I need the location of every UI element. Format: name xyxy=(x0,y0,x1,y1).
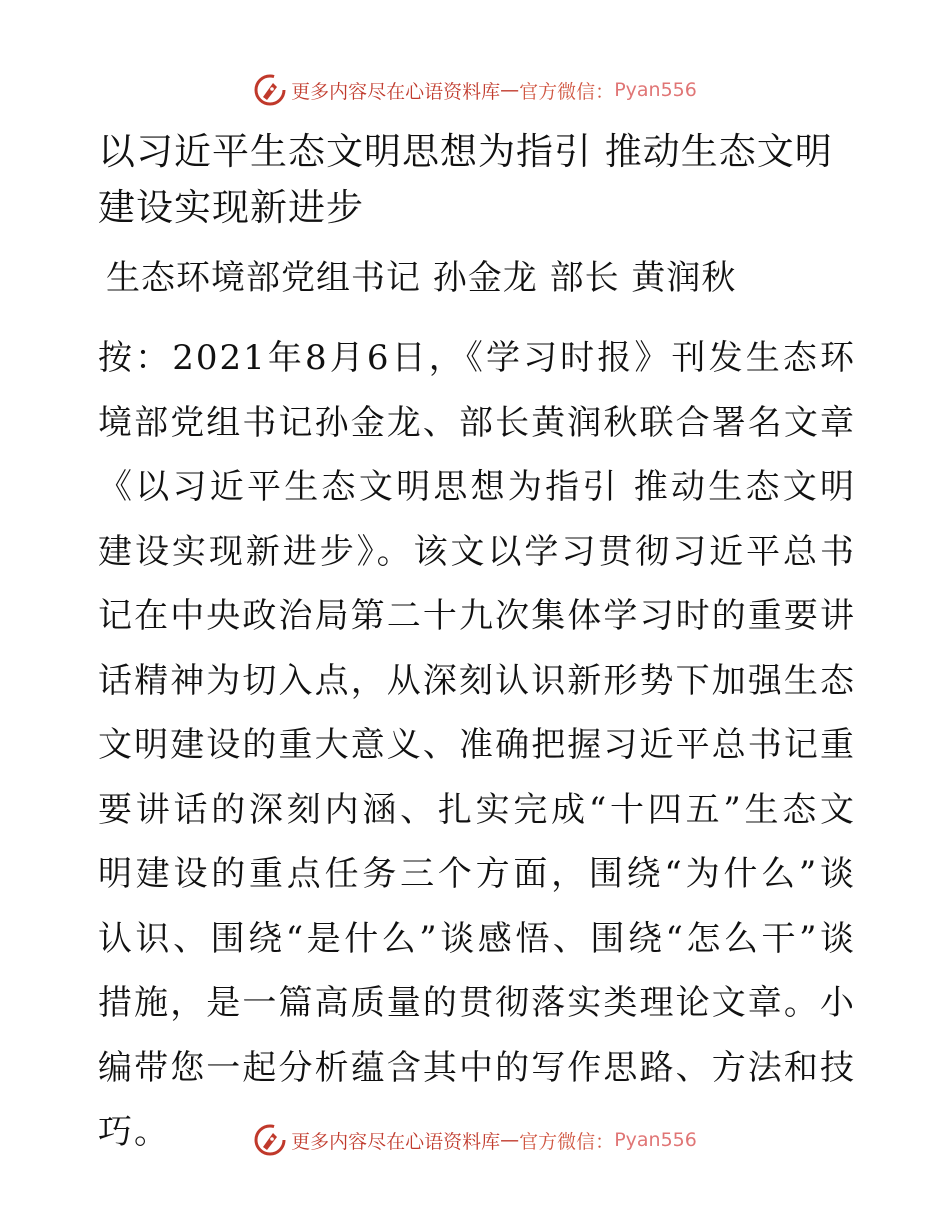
document-title: 以习近平生态文明思想为指引 推动生态文明建设实现新进步 xyxy=(98,130,833,229)
footer-watermark xyxy=(0,1120,950,1160)
header-watermark xyxy=(0,70,950,110)
editor-note-paragraph: 按：2021年8月6日，《学习时报》刊发生态环境部党组书记孙金龙、部长黄润秋联合署名文章《以习近平生态文明思想为指引 推动生态文明建设实现新进步》。该文以学习贯彻习近平总书记在中央政治局第二十九次集体学习时的重要讲话精神为切入点，从深刻认识新形势下加强生态文明建设的重大意义、准确把握习近平总书记重要讲话的深刻内涵、扎实完成“十四五”生态文明建设的重点任务三个方面，围绕“为什么”谈认识、围绕“是什么”谈感悟、围绕“怎么干”谈措施，是一篇高质量的贯彻落实类理论文章。小编带您一起分析蕴含其中的写作思路、方法和技巧。 xyxy=(98,338,856,1152)
pen-nib-circle-icon xyxy=(253,73,287,107)
watermark-separator: — xyxy=(500,79,520,101)
watermark-site-text: 更多内容尽在心语资料库 xyxy=(291,1130,501,1153)
author-line: 生态环境部党组书记 孙金龙 部长 黄润秋 xyxy=(106,258,737,298)
watermark-official-label: 官方微信： xyxy=(519,1130,615,1153)
watermark-official-label: 官方微信： xyxy=(519,80,615,103)
watermark-wechat-id: Pyan556 xyxy=(614,79,697,101)
pen-nib-circle-icon xyxy=(253,1123,287,1157)
watermark-separator: — xyxy=(500,1129,520,1151)
watermark-wechat-id: Pyan556 xyxy=(614,1129,697,1151)
watermark-site-text: 更多内容尽在心语资料库 xyxy=(291,80,501,103)
